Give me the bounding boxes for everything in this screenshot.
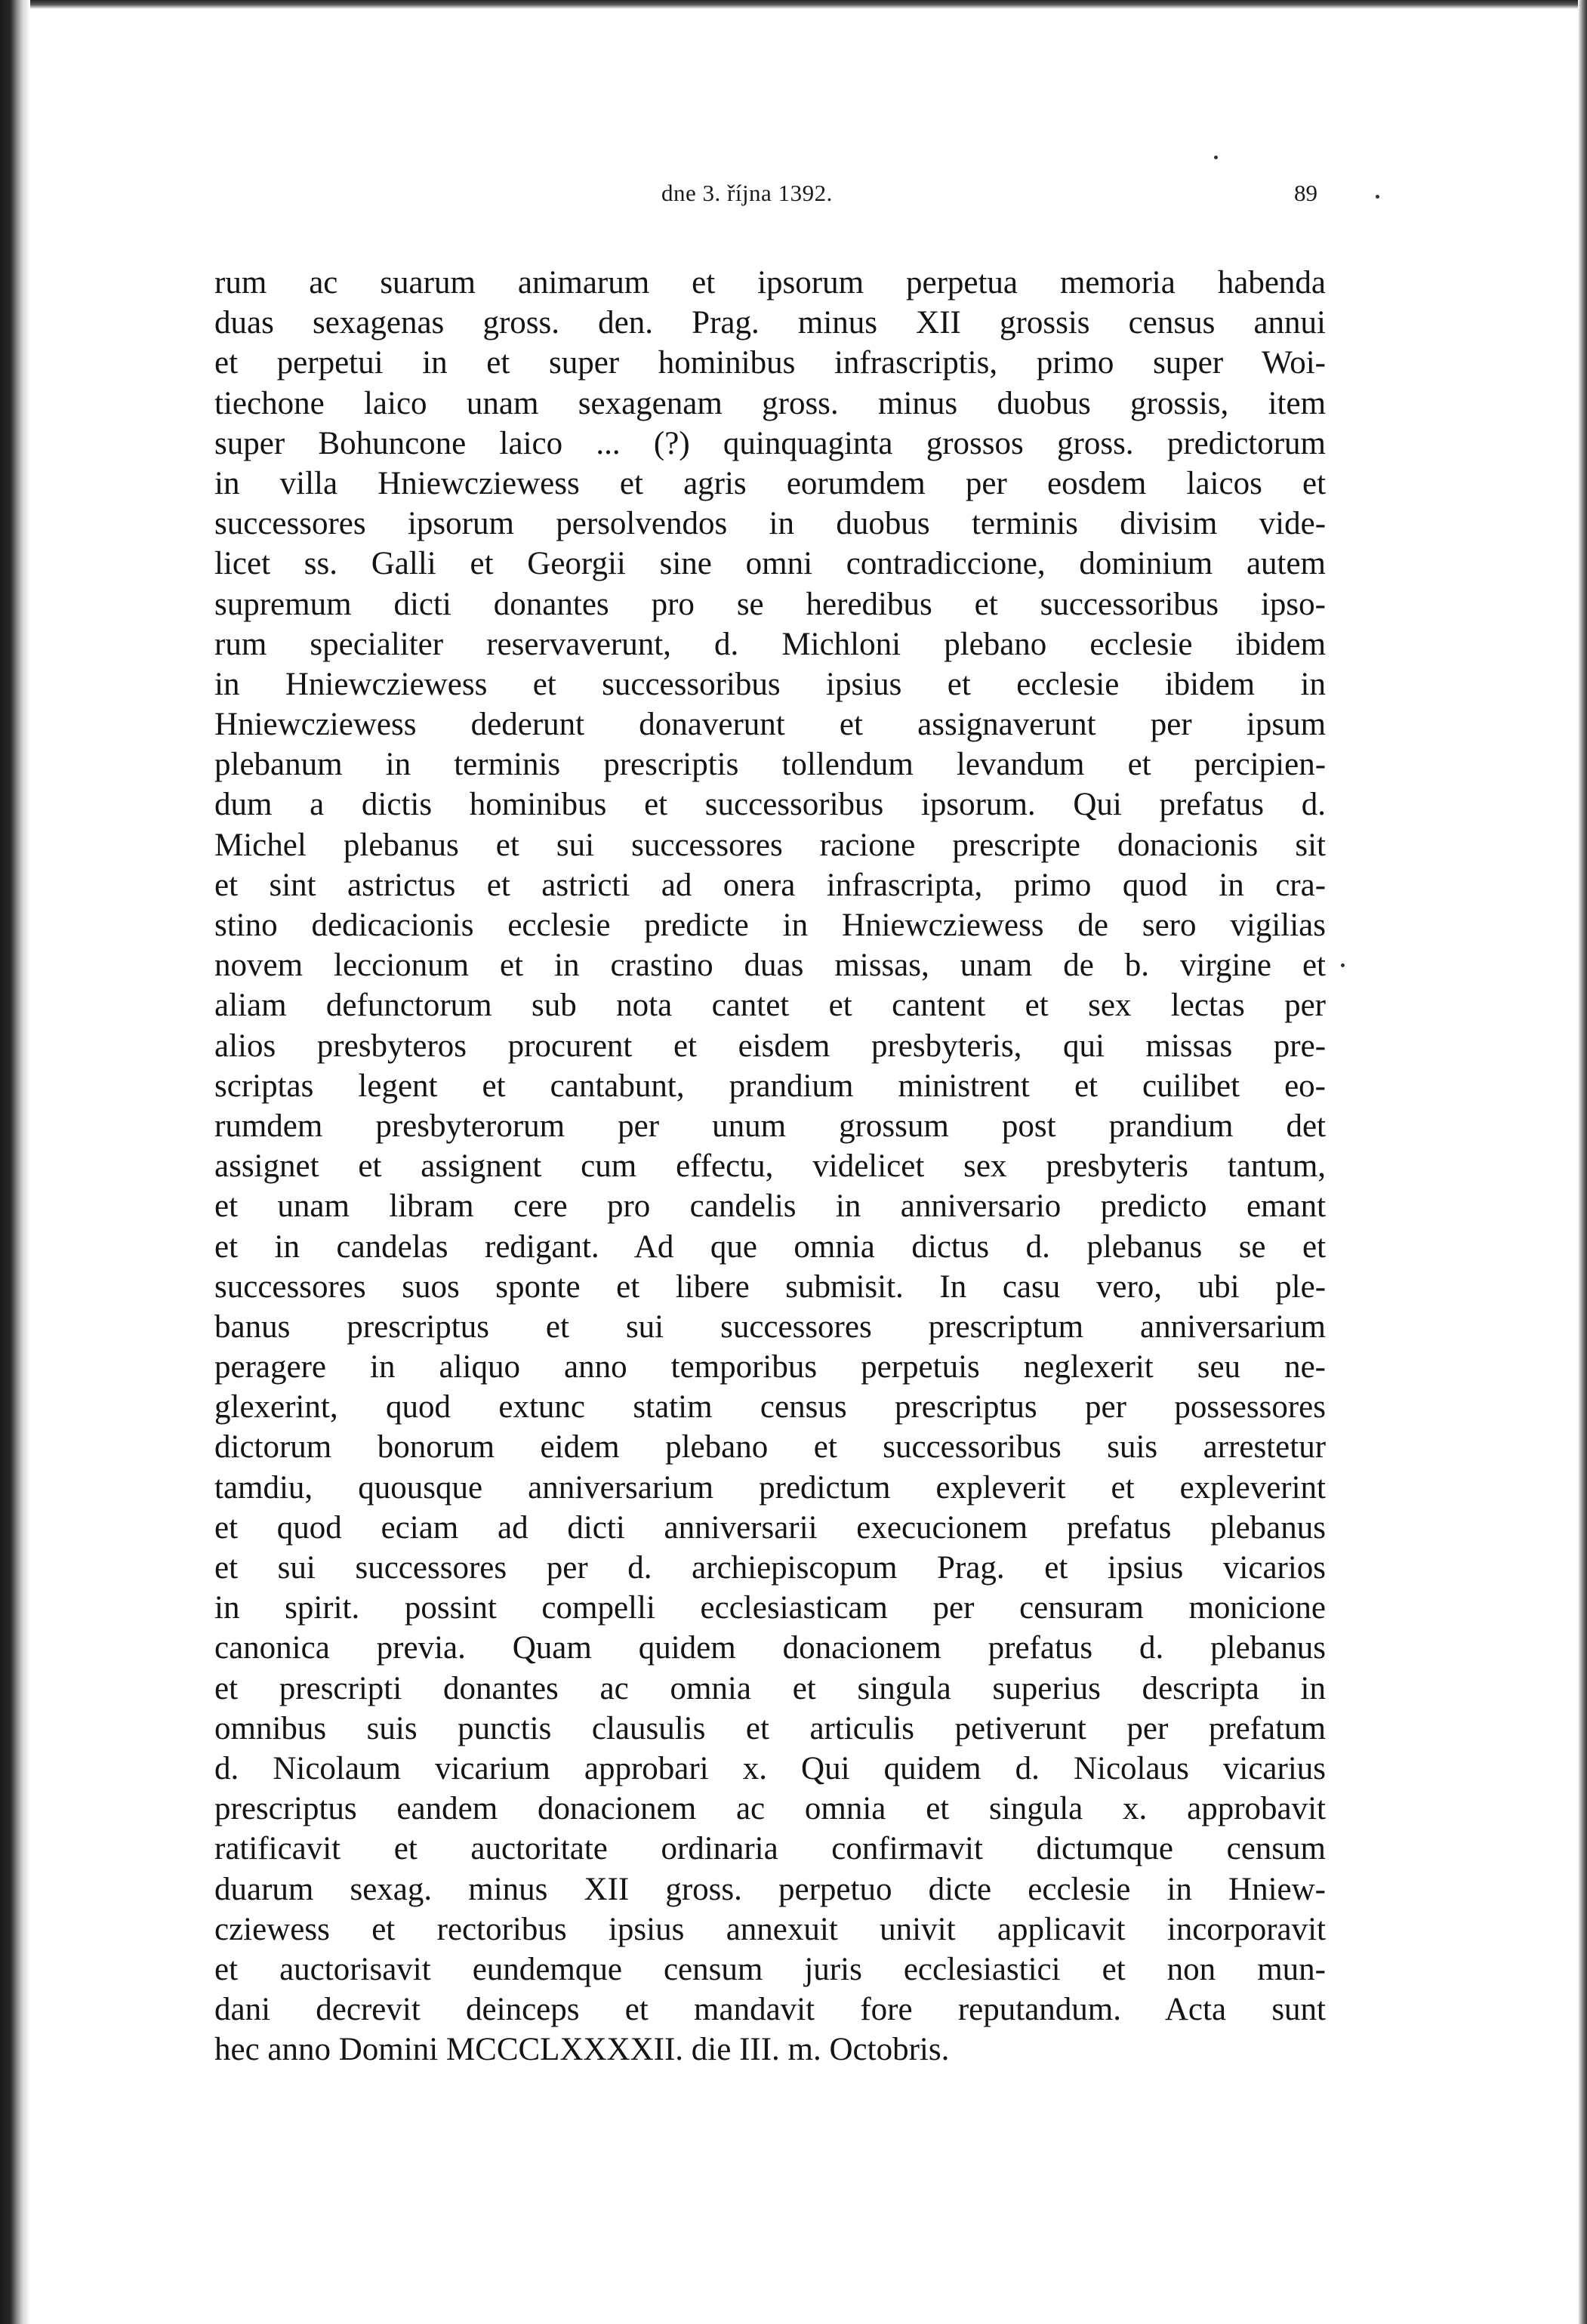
scan-binding-edge bbox=[0, 0, 30, 2324]
text-line: et unam libram cere pro candelis in anniversario predicto emant bbox=[214, 1188, 1327, 1225]
text-line: et auctorisavit eundemque censum juris ecclesiastici et non mun- bbox=[214, 1951, 1326, 1987]
text-line: et sint astrictus et astricti ad onera infrascripta, primo quod in cra- bbox=[214, 867, 1327, 903]
text-line-last: hec anno Domini MCCCLXXXXII. die III. m. Octobris. bbox=[214, 2032, 950, 2068]
text-line: scriptas legent et cantabunt, prandium ministrent et cuilibet eo- bbox=[214, 1068, 1326, 1104]
text-line: supremum dicti donantes pro se heredibus et successoribus ipso- bbox=[214, 586, 1326, 622]
text-line: in spirit. possint compelli ecclesiasticam per censuram monicione bbox=[214, 1590, 1327, 1626]
scan-right-edge bbox=[1578, 0, 1587, 2324]
text-line: dictorum bonorum eidem plebano et successoribus suis arrestetur bbox=[214, 1429, 1327, 1466]
text-line: Michel plebanus et sui successores racione prescripte donacionis sit bbox=[214, 827, 1326, 863]
text-line: tiechone laico unam sexagenam gross. minus duobus grossis, item bbox=[214, 385, 1327, 421]
text-line: prescriptus eandem donacionem ac omnia et singula x. approbavit bbox=[214, 1791, 1326, 1827]
text-line: in Hniewcziewess et successoribus ipsius et ecclesie ibidem in bbox=[214, 666, 1326, 702]
text-line: successores suos sponte et libere submisit. In casu vero, ubi ple- bbox=[214, 1268, 1327, 1305]
text-line: cziewess et rectoribus ipsius annexuit univit applicavit incorporavit bbox=[214, 1911, 1326, 1947]
text-line: rum specialiter reservaverunt, d. Michloni plebano ecclesie ibidem bbox=[214, 626, 1327, 662]
page-number: 89 bbox=[1294, 180, 1317, 206]
running-head bbox=[0, 175, 1587, 211]
text-line: dum a dictis hominibus et successoribus ipsorum. Qui prefatus d. bbox=[214, 787, 1326, 823]
scan-speck bbox=[1214, 156, 1218, 159]
text-line: omnibus suis punctis clausulis et articulis petiverunt per prefatum bbox=[214, 1710, 1327, 1746]
body-text bbox=[214, 263, 1326, 2070]
text-line: aliam defunctorum sub nota cantet et cantent et sex lectas per bbox=[214, 988, 1326, 1024]
text-line: peragere in aliquo anno temporibus perpetuis neglexerit seu ne- bbox=[214, 1349, 1326, 1385]
text-line: in villa Hniewcziewess et agris eorumdem per eosdem laicos et bbox=[214, 465, 1327, 501]
text-line: et in candelas redigant. Ad que omnia dictus d. plebanus se et bbox=[214, 1228, 1327, 1265]
text-line: novem leccionum et in crastino duas missas, unam de b. virgine et bbox=[214, 948, 1326, 984]
text-line: duarum sexag. minus XII gross. perpetuo dicte ecclesie in Hniew- bbox=[214, 1871, 1326, 1907]
text-line: dani decrevit deinceps et mandavit fore reputandum. Acta sunt bbox=[214, 1992, 1326, 2028]
text-line: successores ipsorum persolvendos in duobus terminis divisim vide- bbox=[214, 506, 1327, 542]
text-line: licet ss. Galli et Georgii sine omni contradiccione, dominium autem bbox=[214, 546, 1327, 582]
text-line: et prescripti donantes ac omnia et singula superius descripta in bbox=[214, 1670, 1326, 1706]
text-line: et sui successores per d. archiepiscopum Prag. et ipsius vicarios bbox=[214, 1550, 1327, 1586]
text-line: assignet et assignent cum effectu, videlicet sex presbyteris tantum, bbox=[214, 1148, 1327, 1185]
scan-speck bbox=[1341, 963, 1345, 967]
text-line: stino dedicacionis ecclesie predicte in Hniewcziewess de sero vigilias bbox=[214, 908, 1326, 943]
text-line: canonica previa. Quam quidem donacionem prefatus d. plebanus bbox=[214, 1630, 1327, 1666]
text-line: d. Nicolaum vicarium approbari x. Qui quidem d. Nicolaus vicarius bbox=[214, 1750, 1326, 1786]
text-line: alios presbyteros procurent et eisdem presbyteris, qui missas pre- bbox=[214, 1028, 1327, 1064]
text-line: duas sexagenas gross. den. Prag. minus XII grossis census annui bbox=[214, 305, 1326, 341]
text-line: Hniewcziewess dederunt donaverunt et assignaverunt per ipsum bbox=[214, 707, 1327, 743]
text-line: super Bohuncone laico ... (?) quinquaginta grossos gross. predictorum bbox=[214, 425, 1326, 461]
text-line: plebanum in terminis prescriptis tollendum levandum et percipien- bbox=[214, 747, 1327, 783]
text-line: banus prescriptus et sui successores prescriptum anniversarium bbox=[214, 1308, 1326, 1345]
text-line: ratificavit et auctoritate ordinaria confirmavit dictumque censum bbox=[214, 1831, 1326, 1867]
running-title: dne 3. října 1392. bbox=[661, 180, 833, 206]
scan-top-edge bbox=[0, 0, 1587, 9]
text-line: et perpetui in et super hominibus infrascriptis, primo super Woi- bbox=[214, 345, 1326, 381]
text-line: et quod eciam ad dicti anniversarii execucionem prefatus plebanus bbox=[214, 1509, 1326, 1546]
text-line: rum ac suarum animarum et ipsorum perpetua memoria habenda bbox=[214, 265, 1326, 301]
text-line: glexerint, quod extunc statim census prescriptus per possessores bbox=[214, 1389, 1326, 1426]
text-line: rumdem presbyterorum per unum grossum post prandium det bbox=[214, 1108, 1327, 1144]
text-line: tamdiu, quousque anniversarium predictum expleverit et expleverint bbox=[214, 1469, 1326, 1506]
